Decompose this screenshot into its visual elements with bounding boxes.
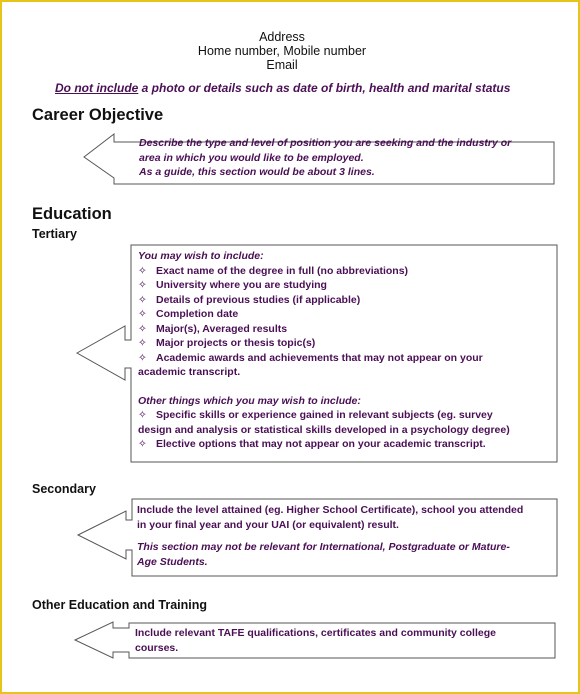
bullet-text: Details of previous studies (if applicable): [156, 293, 361, 306]
secondary-line: Include the level attained (eg. Higher School Certificate), school you attended: [137, 504, 524, 516]
bullet-icon: ✧: [138, 351, 147, 364]
notice-emphasis: Do not include: [55, 81, 139, 95]
bullet-text: Specific skills or experience gained in relevant subjects (eg. survey: [156, 409, 493, 421]
bullet-text: Academic awards and achievements that may not appear on your: [156, 351, 483, 364]
bullet-text: Completion date: [156, 308, 239, 320]
bullet-icon: ✧: [138, 279, 147, 291]
bullet-icon: ✧: [138, 322, 147, 335]
list-item: [138, 264, 556, 279]
other-education-line: courses.: [135, 641, 179, 654]
career-line: Describe the type and level of position you are seeking and the industry or: [139, 137, 512, 149]
list-item: [138, 307, 556, 322]
bullet-icon: ✧: [138, 264, 147, 277]
bullet-text: Exact name of the degree in full (no abbreviations): [156, 264, 409, 277]
other-education-heading: Other Education and Training: [32, 598, 208, 612]
bullet-text: Major projects or thesis topic(s): [156, 337, 316, 349]
contact-header: [2, 30, 562, 72]
bullet-icon: ✧: [138, 409, 147, 421]
bullet-text: Elective options that may not appear on your academic transcript.: [156, 438, 486, 450]
secondary-note: Age Students.: [137, 555, 208, 568]
bullet-icon: ✧: [138, 293, 147, 306]
bullet-text: University where you are studying: [156, 279, 327, 291]
list-item: [138, 293, 556, 308]
bullet-continuation: academic transcript.: [138, 366, 241, 378]
bullet-icon: ✧: [138, 337, 147, 349]
career-line: area in which you would like to be employed.: [139, 151, 364, 164]
secondary-line: in your final year and your UAI (or equivalent) result.: [137, 518, 399, 531]
career-objective-heading: Career Objective: [32, 106, 164, 124]
notice-text: a photo or details such as date of birth, health and marital status: [138, 81, 511, 95]
phone-line: Home number, Mobile number: [197, 44, 367, 58]
email-line: Email: [266, 58, 298, 72]
list-item: [138, 322, 556, 337]
tertiary-heading: Tertiary: [32, 227, 77, 241]
bullet-icon: ✧: [138, 438, 147, 450]
education-heading: Education: [32, 205, 112, 223]
tertiary-intro: You may wish to include:: [138, 250, 264, 262]
career-objective-callout: [84, 132, 556, 186]
tertiary-callout: [77, 244, 559, 464]
secondary-text: [137, 503, 555, 569]
other-education-line: Include relevant TAFE qualifications, certificates and community college: [135, 627, 496, 639]
other-education-text: [135, 626, 553, 655]
secondary-callout: [78, 498, 559, 578]
career-objective-text: [139, 136, 551, 180]
list-item: [138, 437, 556, 452]
list-item: [138, 278, 556, 293]
list-item: [138, 351, 556, 366]
bullet-icon: ✧: [138, 308, 147, 320]
list-item: [138, 408, 556, 423]
bullet-text: Major(s), Averaged results: [156, 322, 288, 335]
privacy-notice: [55, 81, 510, 95]
career-line: As a guide, this section would be about 3 lines.: [139, 166, 375, 178]
list-item: [138, 336, 556, 351]
tertiary-text: [138, 249, 556, 452]
secondary-heading: Secondary: [32, 482, 96, 496]
tertiary-other-intro: Other things which you may wish to include:: [138, 394, 361, 407]
other-education-callout: [75, 620, 557, 662]
address-line: Address: [259, 30, 305, 44]
secondary-note: This section may not be relevant for International, Postgraduate or Mature-: [137, 541, 510, 553]
bullet-continuation: design and analysis or statistical skills developed in a psychology degree): [138, 423, 510, 436]
